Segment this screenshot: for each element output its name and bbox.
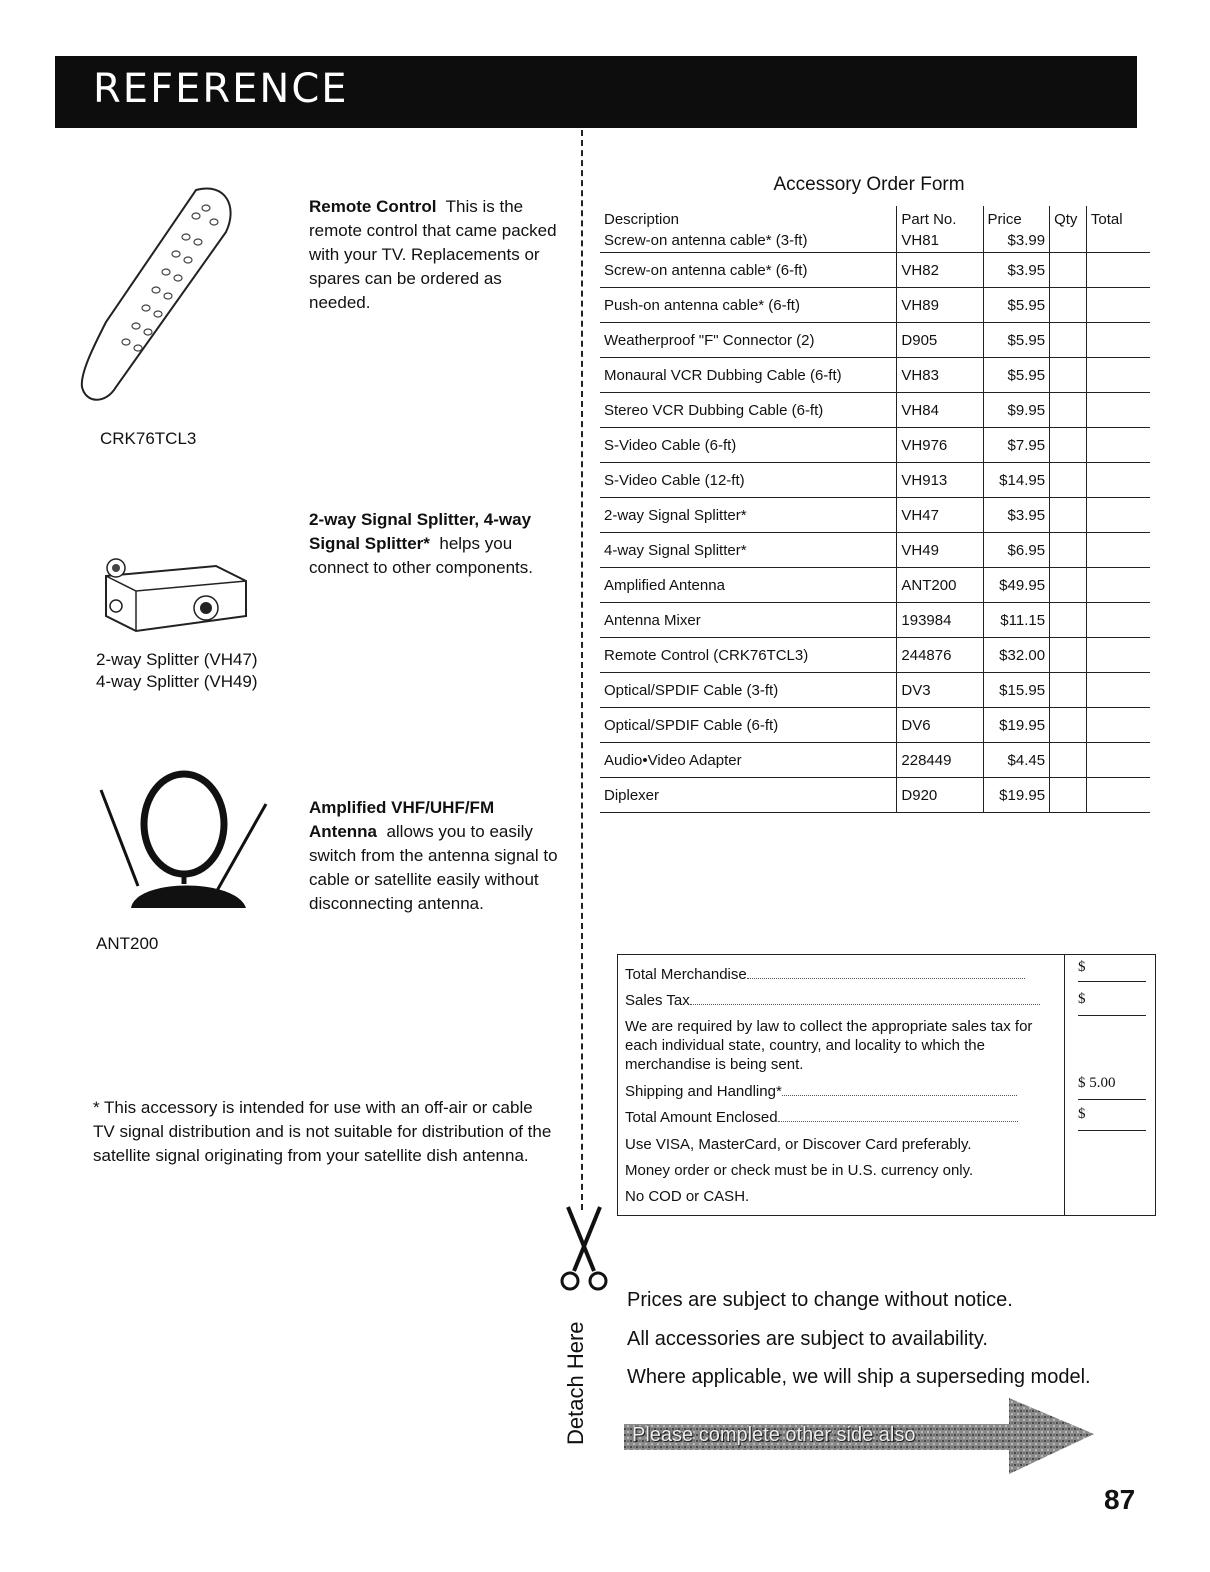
- col-price: Price: [983, 206, 1050, 228]
- item-qty-field[interactable]: [1050, 778, 1087, 813]
- splitter-name: 2-way Signal Splitter, 4-way Signal Splitter*: [309, 510, 532, 553]
- item-description: Optical/SPDIF Cable (6-ft): [600, 708, 897, 743]
- total-enclosed-amount-field[interactable]: $: [1078, 1106, 1146, 1131]
- item-price: $5.95: [983, 288, 1050, 323]
- item-qty-field[interactable]: [1050, 428, 1087, 463]
- item-qty-field[interactable]: [1050, 603, 1087, 638]
- order-row: [600, 778, 1150, 813]
- item-description: Audio•Video Adapter: [600, 743, 897, 778]
- item-description: Antenna Mixer: [600, 603, 897, 638]
- note-superseding: Where applicable, we will ship a superseding model.: [627, 1366, 1091, 1388]
- item-price: $14.95: [983, 463, 1050, 498]
- order-row: [600, 288, 1150, 323]
- order-row: [600, 358, 1150, 393]
- total-merchandise-line: [625, 965, 1055, 984]
- item-price: $3.99: [983, 228, 1050, 253]
- order-row: [600, 673, 1150, 708]
- order-row: [600, 228, 1150, 253]
- item-qty-field[interactable]: [1050, 568, 1087, 603]
- antenna-image: [96, 768, 271, 918]
- item-qty-field[interactable]: [1050, 673, 1087, 708]
- merchandise-amount-field[interactable]: $: [1078, 959, 1146, 982]
- item-part-no: DV6: [897, 708, 983, 743]
- col-description: Description: [604, 211, 680, 228]
- item-total-field[interactable]: [1086, 568, 1150, 603]
- item-part-no: 193984: [897, 603, 983, 638]
- remote-caption: CRK76TCL3: [100, 429, 197, 448]
- item-qty-field[interactable]: [1050, 228, 1087, 253]
- item-part-no: VH81: [897, 228, 983, 253]
- item-part-no: VH976: [897, 428, 983, 463]
- item-price: $32.00: [983, 638, 1050, 673]
- order-row: [600, 463, 1150, 498]
- item-total-field[interactable]: [1086, 778, 1150, 813]
- remote-control-image: [76, 182, 236, 412]
- item-description: Screw-on antenna cable* (6-ft): [600, 253, 897, 288]
- item-part-no: VH84: [897, 393, 983, 428]
- item-total-field[interactable]: [1086, 743, 1150, 778]
- remote-description: [309, 195, 567, 315]
- item-price: $3.95: [983, 253, 1050, 288]
- item-total-field[interactable]: [1086, 228, 1150, 253]
- item-part-no: VH913: [897, 463, 983, 498]
- item-qty-field[interactable]: [1050, 358, 1087, 393]
- order-row: [600, 393, 1150, 428]
- item-qty-field[interactable]: [1050, 463, 1087, 498]
- item-part-no: ANT200: [897, 568, 983, 603]
- sales-tax-label: Sales Tax: [625, 992, 690, 1009]
- splitter-image: [96, 546, 256, 641]
- detach-here-text: Detach Here: [563, 1321, 588, 1445]
- item-description: 4-way Signal Splitter*: [600, 533, 897, 568]
- pay-note-3: No COD or CASH.: [625, 1188, 750, 1205]
- order-row: [600, 568, 1150, 603]
- item-total-field[interactable]: [1086, 498, 1150, 533]
- total-enclosed-line: [625, 1108, 1055, 1127]
- item-total-field[interactable]: [1086, 428, 1150, 463]
- antenna-description: [309, 796, 567, 916]
- item-part-no: VH82: [897, 253, 983, 288]
- col-total: Total: [1086, 206, 1150, 228]
- order-row: [600, 323, 1150, 358]
- item-part-no: 244876: [897, 638, 983, 673]
- total-enclosed-label: Total Amount Enclosed: [625, 1109, 778, 1126]
- item-total-field[interactable]: [1086, 288, 1150, 323]
- item-total-field[interactable]: [1086, 358, 1150, 393]
- order-row: [600, 603, 1150, 638]
- item-description: Screw-on antenna cable* (3-ft): [600, 228, 897, 253]
- item-description: 2-way Signal Splitter*: [600, 498, 897, 533]
- item-description: Stereo VCR Dubbing Cable (6-ft): [600, 393, 897, 428]
- item-qty-field[interactable]: [1050, 708, 1087, 743]
- item-price: $11.15: [983, 603, 1050, 638]
- item-part-no: VH83: [897, 358, 983, 393]
- pay-note-1: Use VISA, MasterCard, or Discover Card preferably.: [625, 1136, 972, 1153]
- item-price: $49.95: [983, 568, 1050, 603]
- total-merchandise-label: Total Merchandise: [625, 966, 747, 983]
- sales-tax-amount-field[interactable]: $: [1078, 991, 1146, 1016]
- cut-line: [581, 130, 583, 1210]
- item-total-field[interactable]: [1086, 603, 1150, 638]
- order-row: [600, 743, 1150, 778]
- order-row: [600, 638, 1150, 673]
- item-qty-field[interactable]: [1050, 323, 1087, 358]
- item-description: Diplexer: [600, 778, 897, 813]
- item-price: $15.95: [983, 673, 1050, 708]
- item-price: $9.95: [983, 393, 1050, 428]
- item-total-field[interactable]: [1086, 323, 1150, 358]
- item-part-no: VH49: [897, 533, 983, 568]
- item-total-field[interactable]: [1086, 708, 1150, 743]
- item-part-no: 228449: [897, 743, 983, 778]
- col-part-no: Part No.: [897, 206, 983, 228]
- remote-text: This is the remote control that came packed with your TV. Replacements or spares can be ordered as needed.: [309, 197, 557, 312]
- item-qty-field[interactable]: [1050, 533, 1087, 568]
- shipping-amount-field: $ 5.00: [1078, 1075, 1146, 1100]
- item-description: Optical/SPDIF Cable (3-ft): [600, 673, 897, 708]
- splitter-caption-2way: 2-way Splitter (VH47): [96, 650, 258, 669]
- item-part-no: DV3: [897, 673, 983, 708]
- item-price: $3.95: [983, 498, 1050, 533]
- item-price: $5.95: [983, 358, 1050, 393]
- antenna-name: Amplified VHF/UHF/FM Antenna: [309, 798, 495, 841]
- item-part-no: VH47: [897, 498, 983, 533]
- item-qty-field[interactable]: [1050, 393, 1087, 428]
- item-qty-field[interactable]: [1050, 498, 1087, 533]
- order-row: [600, 708, 1150, 743]
- item-price: $19.95: [983, 708, 1050, 743]
- sales-tax-line: [625, 991, 1055, 1010]
- page-number: 87: [1104, 1484, 1136, 1515]
- item-total-field[interactable]: [1086, 638, 1150, 673]
- item-total-field[interactable]: [1086, 253, 1150, 288]
- item-description: Monaural VCR Dubbing Cable (6-ft): [600, 358, 897, 393]
- note-price-change: Prices are subject to change without notice.: [627, 1289, 1013, 1311]
- item-part-no: D905: [897, 323, 983, 358]
- item-part-no: VH89: [897, 288, 983, 323]
- order-table-header: [600, 206, 1150, 228]
- complete-other-side-text: Please complete other side also: [632, 1424, 916, 1446]
- note-availability: All accessories are subject to availability.: [627, 1328, 988, 1350]
- totals-box: [617, 954, 1156, 1216]
- item-price: $7.95: [983, 428, 1050, 463]
- splitter-description: [309, 508, 567, 580]
- item-qty-field[interactable]: [1050, 253, 1087, 288]
- antenna-caption: ANT200: [96, 934, 159, 953]
- item-description: S-Video Cable (6-ft): [600, 428, 897, 463]
- order-row: [600, 533, 1150, 568]
- item-price: $19.95: [983, 778, 1050, 813]
- item-price: $5.95: [983, 323, 1050, 358]
- footnote: * This accessory is intended for use with an off-air or cable TV signal distribution and is not suitable for distribution of the satellite signal originating from your satellite dish antenna.: [93, 1098, 552, 1165]
- item-total-field[interactable]: [1086, 533, 1150, 568]
- item-qty-field[interactable]: [1050, 743, 1087, 778]
- scissors-icon: [560, 1205, 608, 1293]
- item-total-field[interactable]: [1086, 463, 1150, 498]
- item-description: Weatherproof "F" Connector (2): [600, 323, 897, 358]
- page-title: REFERENCE: [93, 66, 349, 112]
- remote-name: Remote Control: [309, 197, 437, 216]
- order-form-title: Accessory Order Form: [773, 174, 965, 195]
- tax-note: We are required by law to collect the appropriate sales tax for each individual state, country, and locality to which the merchandise is being sent.: [625, 1018, 1033, 1073]
- item-price: $4.45: [983, 743, 1050, 778]
- item-description: Remote Control (CRK76TCL3): [600, 638, 897, 673]
- col-qty: Qty: [1050, 206, 1087, 228]
- shipping-label: Shipping and Handling*: [625, 1083, 782, 1100]
- splitter-text: helps you connect to other components.: [309, 534, 533, 577]
- item-description: S-Video Cable (12-ft): [600, 463, 897, 498]
- detach-here-label: [555, 1300, 595, 1450]
- order-table: [600, 206, 1150, 813]
- pay-note-2: Money order or check must be in U.S. currency only.: [625, 1162, 974, 1179]
- shipping-line: [625, 1082, 1055, 1101]
- item-qty-field[interactable]: [1050, 288, 1087, 323]
- item-part-no: D920: [897, 778, 983, 813]
- order-row: [600, 253, 1150, 288]
- splitter-caption-4way: 4-way Splitter (VH49): [96, 672, 258, 691]
- item-qty-field[interactable]: [1050, 638, 1087, 673]
- item-price: $6.95: [983, 533, 1050, 568]
- item-description: Push-on antenna cable* (6-ft): [600, 288, 897, 323]
- antenna-text: allows you to easily switch from the antenna signal to cable or satellite easily without disconnecting antenna.: [309, 822, 558, 913]
- order-row: [600, 498, 1150, 533]
- item-total-field[interactable]: [1086, 393, 1150, 428]
- order-row: [600, 428, 1150, 463]
- item-total-field[interactable]: [1086, 673, 1150, 708]
- item-description: Amplified Antenna: [600, 568, 897, 603]
